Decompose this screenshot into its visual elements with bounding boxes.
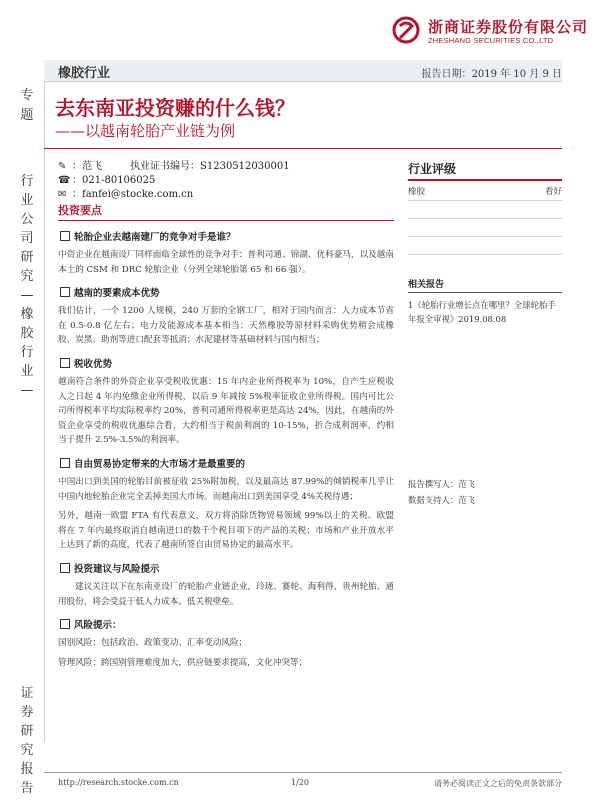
page-number: 1/20: [291, 778, 309, 787]
rating-blank-row: [408, 201, 562, 219]
phone-icon: ☎: [58, 175, 71, 186]
related-report-item[interactable]: 1《轮胎行业增长点在哪里？全球轮胎手年报全审视》2019.08.08: [408, 300, 556, 324]
data-support-row: [408, 492, 562, 508]
report-title: 去东南亚投资赚的什么钱？: [55, 96, 295, 120]
cert-number: S1230512030001: [200, 161, 290, 172]
phone-number: ：021-80106025: [72, 175, 156, 186]
analyst-name: 范飞: [82, 161, 102, 172]
data-support-name: 范飞: [458, 495, 475, 505]
email-address[interactable]: ：fanfei@stocke.com.cn: [72, 189, 194, 200]
writer-row: [408, 476, 562, 492]
section-investment-points: 投资要点: [58, 202, 394, 221]
footer-url[interactable]: http://research.stocke.com.cn: [58, 778, 179, 787]
rating-title: 行业评级: [408, 160, 562, 181]
related-reports-title: 相关报告: [408, 277, 562, 293]
key-point-title: 税收优势: [58, 356, 394, 370]
key-point-title: 投资建议与风险提示: [58, 561, 394, 575]
cert-label: 执业证书编号：: [130, 161, 200, 172]
rating-value: 看好: [544, 187, 562, 197]
key-point-paragraph: 建议关注以下在东南亚设厂的轮胎产业链企业，玲珑、赛轮、海利得、贵州轮胎、通用股份，将会受益于低人力成本、低关税壁垒。: [58, 581, 394, 607]
analyst-row: [58, 160, 290, 174]
report-date: [422, 65, 562, 80]
company-name-en: ZHESHANG SECURITIES CO.,LTD: [428, 36, 554, 45]
phone-row: [58, 174, 290, 188]
key-point-paragraph: 中国出口到美国的轮胎目前被征收 25%附加税，以及最高达 87.99%的倾销税率几乎让中国内地轮胎企业完全丢掉美国大市场。而越南出口到美国享受 4%关税待遇；: [58, 476, 394, 502]
rating-sector: 橡胶: [408, 187, 426, 197]
side-label-special: 专题: [20, 88, 34, 123]
key-point-paragraph: 管理风险：跨国别管理难度加大，供应链要求提高，文化冲突等；: [58, 657, 308, 668]
report-date-label: 报告日期：: [421, 69, 472, 80]
mail-icon: ✉: [58, 189, 67, 200]
key-points: [58, 229, 394, 670]
writer-label: 报告撰写人：: [408, 479, 459, 489]
key-point-paragraph: 越南符合条件的外资企业享受税收优惠：15 年内企业所得税率为 10%，自产生应税收入之日起 4 年内免缴企业所得税，以后 9 年减按 5%税率征收企业所得税。国内可比公司所得税率平均实际税率约 20%，普利司通所得税率更是高达 24%，因此，在越南的外资企业享受的税收优惠综合看，大约相当于税前利润的 10-15%，折合成利润率，约相当于提升 2.5%-3.5%的利润率。: [58, 376, 394, 446]
email-row: [58, 188, 290, 202]
side-label-category: 行业公司研究—橡胶行业—: [20, 174, 34, 398]
rating-blank-row: [408, 219, 562, 237]
right-column: [408, 160, 562, 326]
key-point-title: 轮胎企业去越南建厂的竞争对手是谁？: [58, 229, 394, 243]
disclaimer-note: 请务必阅读正文之后的免责条款部分: [434, 779, 562, 788]
left-rule: [44, 82, 45, 742]
company-logo-icon: [392, 16, 420, 44]
side-label-report: 证券研究报告: [20, 686, 34, 796]
report-date-value: 2019 年 10 月 9 日: [471, 69, 562, 80]
footer-rule: [44, 772, 562, 773]
industry-label: 橡胶行业: [58, 66, 111, 81]
key-point-paragraph: 我们估计，一个 1200 人规模，240 万套的全钢工厂，相对于国内而言：人力成本节省在 0.5-0.8 亿左右；电力及能源成本基本相当；天然橡胶等原材料采购优势稍会成橡胶、炭黑、助剂等进口配套等抵消；水泥建材等基础材料与国内相当；: [58, 306, 394, 346]
key-point-paragraph: 中资企业在越南设厂同样面临全球性的竞争对手：普利司通、锦湖、优科豪马，以及越南本土的 CSM 和 DRC 轮胎企业（分列全球轮胎第 65 和 66 强）。: [58, 250, 394, 275]
company-logo: [392, 14, 592, 50]
rating-blank-row: [408, 237, 562, 255]
key-point-paragraph: 另外，越南一欧盟 FTA 有代表意义，双方将消除货物贸易领域 99%以上的关税。欧盟将在 7 年内最终取消自越南进口的数千个税目项下的产品的关税；市场和产业开放水平上达到了新的高度，代表了越南所签自由贸易协定的最高水平。: [58, 511, 394, 551]
analyst-label: ：: [72, 161, 82, 172]
report-subtitle: ——以越南轮胎产业链为例: [55, 122, 236, 140]
title-rule: [44, 148, 562, 149]
key-point-paragraph: 国别风险：包括政治、政策变动、汇率变动风险；: [58, 638, 248, 649]
main-column: [58, 202, 394, 670]
writer-name: 范飞: [458, 479, 475, 489]
key-point-title: 越南的要素成本优势: [58, 285, 394, 299]
rating-row: [408, 181, 562, 201]
author-info: [408, 476, 562, 508]
key-point-title: 自由贸易协定带来的大市场才是最重要的: [58, 456, 394, 470]
data-support-label: 数据支持人：: [408, 495, 459, 505]
key-point-title: 风险提示：: [58, 617, 394, 631]
company-name-cn: 浙商证券股份有限公司: [428, 18, 589, 36]
analyst-contact: [58, 160, 290, 202]
pencil-icon: ✎: [58, 161, 67, 172]
